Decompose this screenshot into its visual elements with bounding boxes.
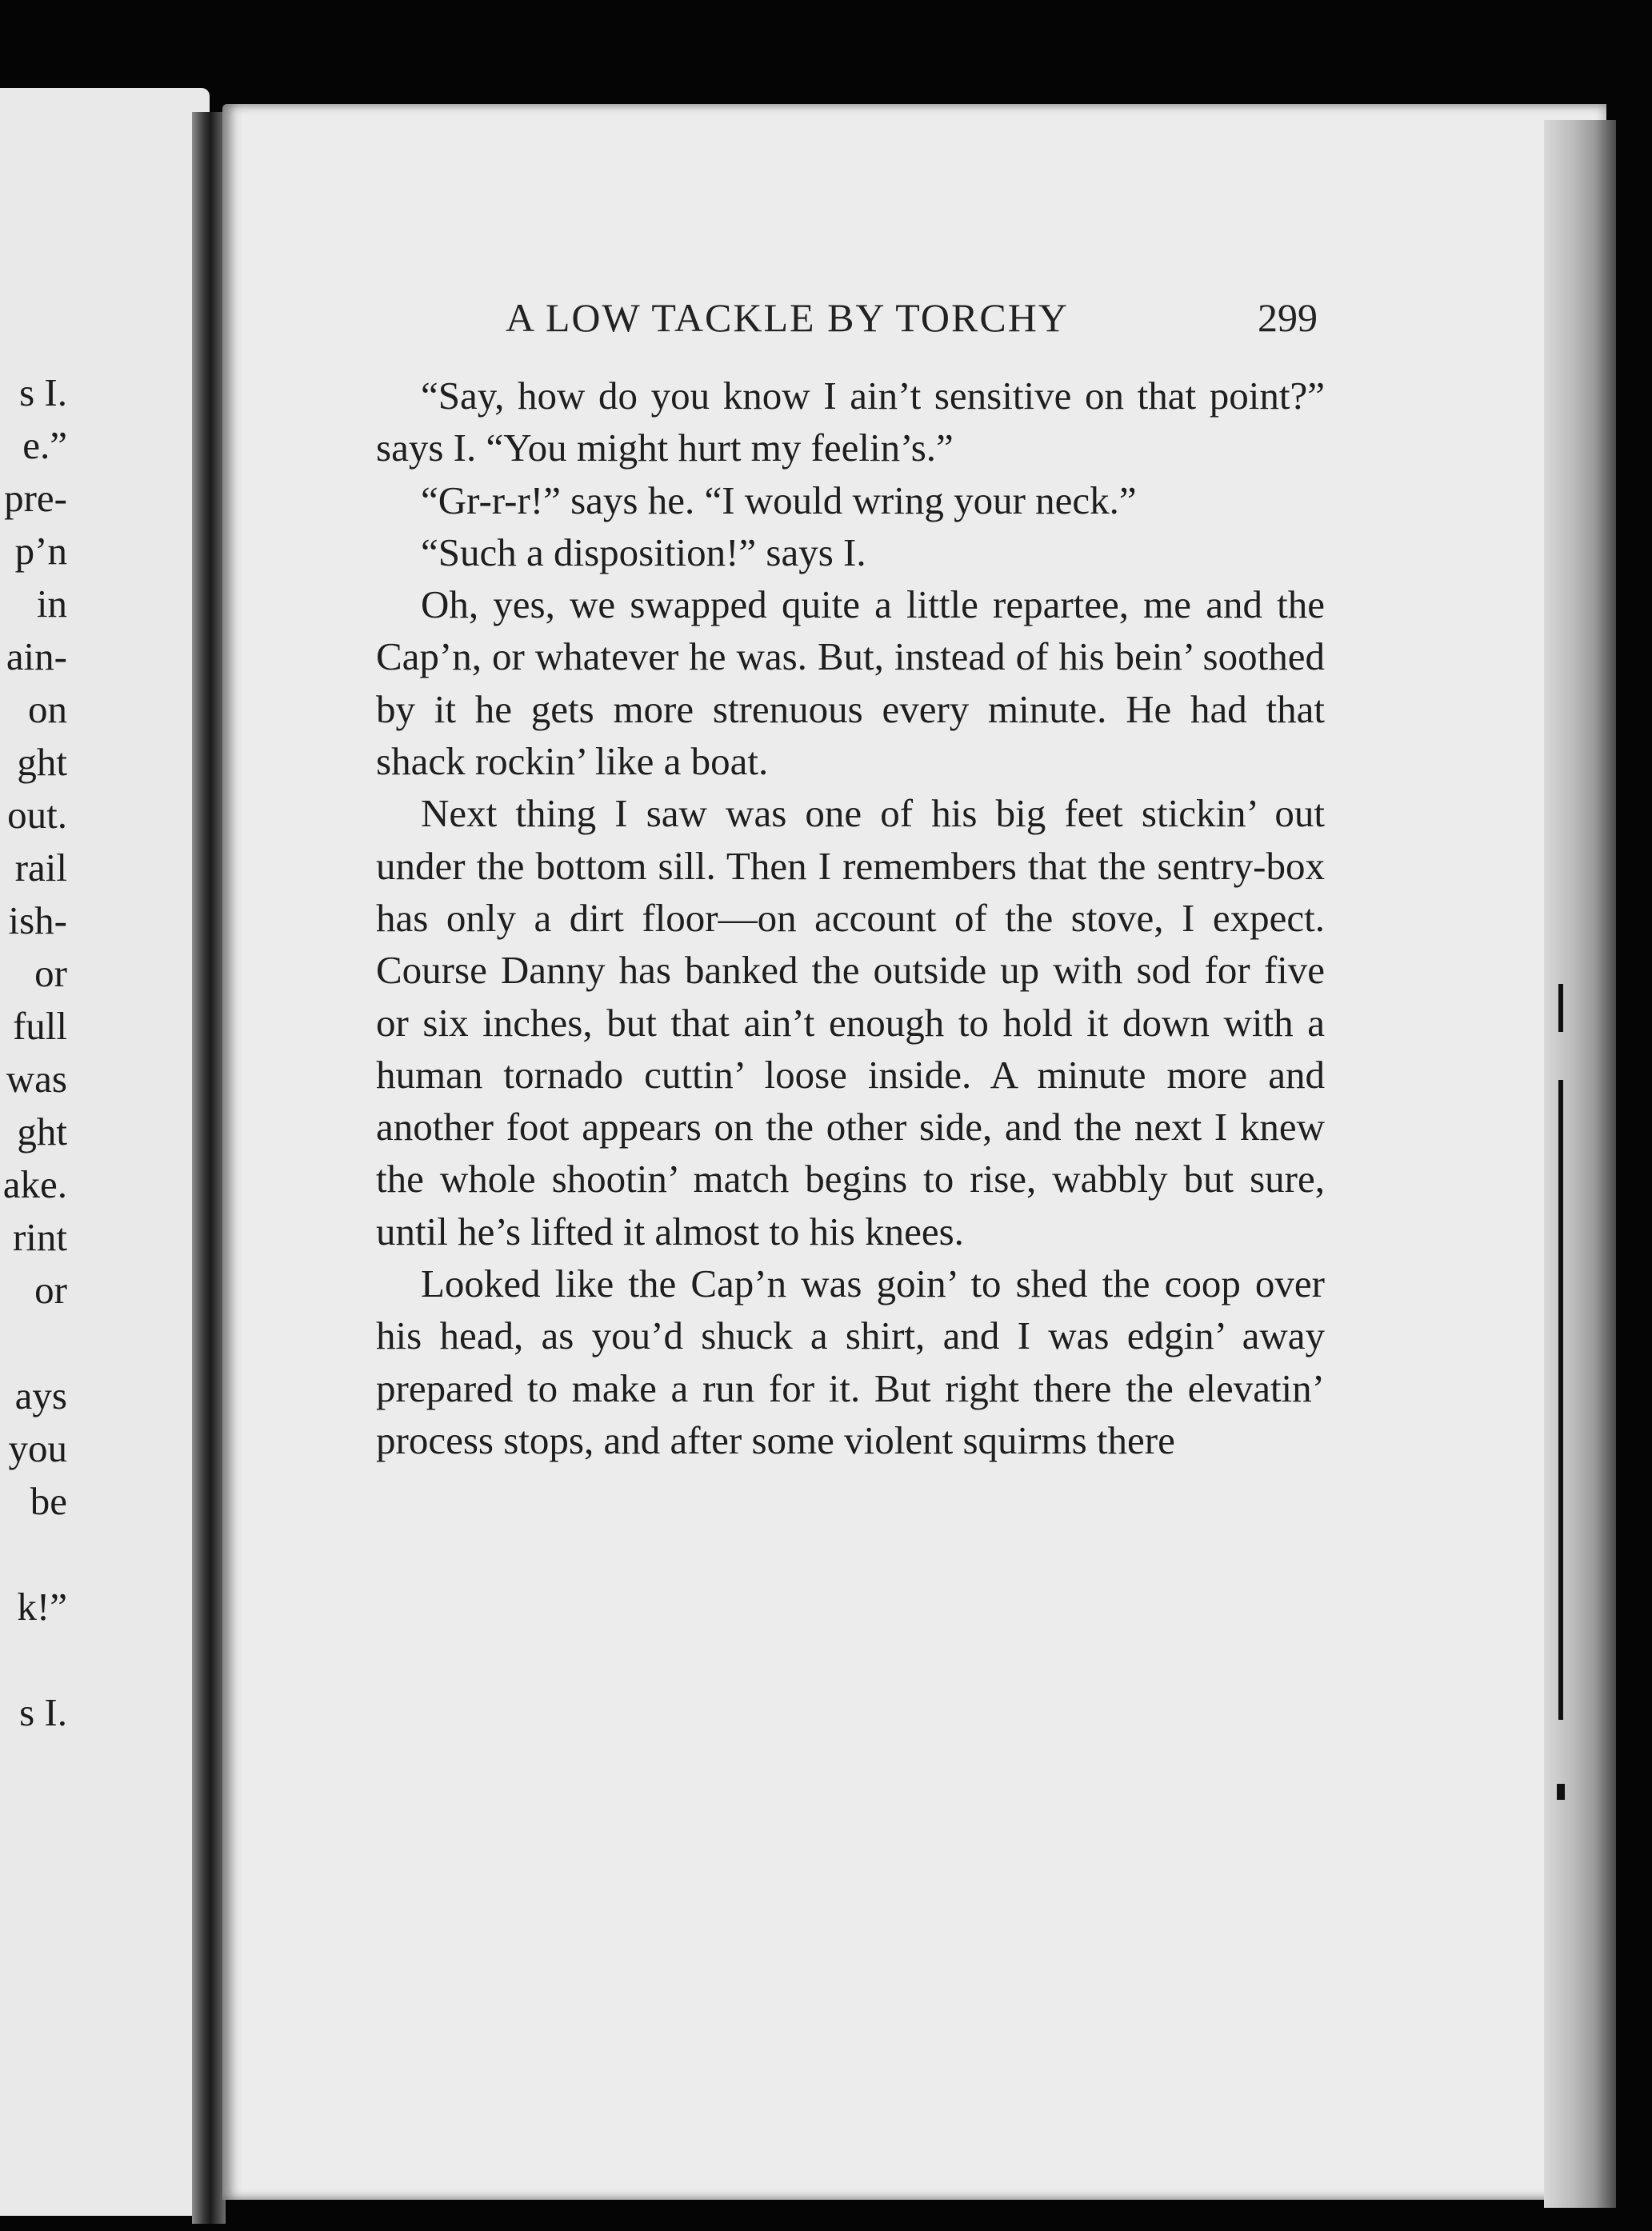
left-line-fragment: ght [17,740,67,784]
paragraph: “Gr-r-r!” says he. “I would wring your neck.” [421,478,1137,522]
paragraph: “Such a disposition!” says I. [421,530,866,574]
running-head: A LOW TACKLE BY TORCHY [506,295,1069,340]
left-line-fragment: on [28,687,67,731]
left-line-fragment: ake. [2,1162,67,1206]
left-line-fragment: out. [7,793,67,837]
left-line-fragment: or [34,951,67,995]
left-line-fragment: s I. [19,1690,67,1734]
left-line-fragment: e.” [22,423,67,467]
paragraph: Oh, yes, we swapped quite a little repartee, me and the Cap’n, or whatever he was. But, instead of his bein’ soothed by it he gets more strenuous every minute. He had that shack rockin’ like a boat. [376,582,1325,784]
left-line-fragment: k!” [17,1585,67,1629]
left-facing-page [0,88,210,2216]
left-line-fragment: was [6,1057,67,1101]
left-line-fragment: p’n [14,529,67,573]
edge-ink-mark [1558,1080,1563,1720]
left-line-fragment: you [8,1426,67,1470]
body-text [376,370,1325,1466]
left-line-fragment: ain- [6,634,67,678]
paragraph: “Say, how do you know I ain’t sensitive on that point?” says I. “You might hurt my feelin’s.” [376,374,1325,470]
left-line-fragment: rail [14,846,67,890]
edge-ink-mark [1557,1784,1565,1800]
left-line-fragment: ish- [8,898,67,942]
edge-ink-mark [1558,984,1563,1032]
left-line-fragment: ays [14,1373,67,1417]
paragraph: Next thing I saw was one of his big feet stickin’ out under the bottom sill. Then I remembers that the sentry-box has only a dirt floor—on account of the stove, I expect. Course Danny has banked the outside up with sod for five or six inches, but that ain’t enough to hold it down with a human tornado cuttin’ loose inside. A minute more and another foot appears on the other side, and the next I knew the whole shootin’ match begins to rise, wabbly but sure, until he’s lifted it almost to his knees. [376,791,1325,1253]
left-line-fragment: or [34,1268,67,1312]
page-number: 299 [1258,295,1318,340]
paragraph: Looked like the Cap’n was goin’ to shed the coop over his head, as you’d shuck a shirt, and I was edgin’ away prepared to make a run for it. But right there the elevatin’ process stops, and after some violent squirms there [376,1261,1325,1462]
left-line-fragment: rint [12,1215,67,1259]
left-line-fragment: ght [17,1110,67,1153]
left-line-fragment: in [36,582,67,626]
page-edge-stack [1544,120,1616,2208]
left-line-fragment: pre- [4,476,67,520]
left-line-fragment: s I. [19,370,67,414]
left-line-fragment: full [12,1004,67,1048]
left-line-fragment: be [30,1479,67,1523]
book-gutter [192,112,226,2224]
